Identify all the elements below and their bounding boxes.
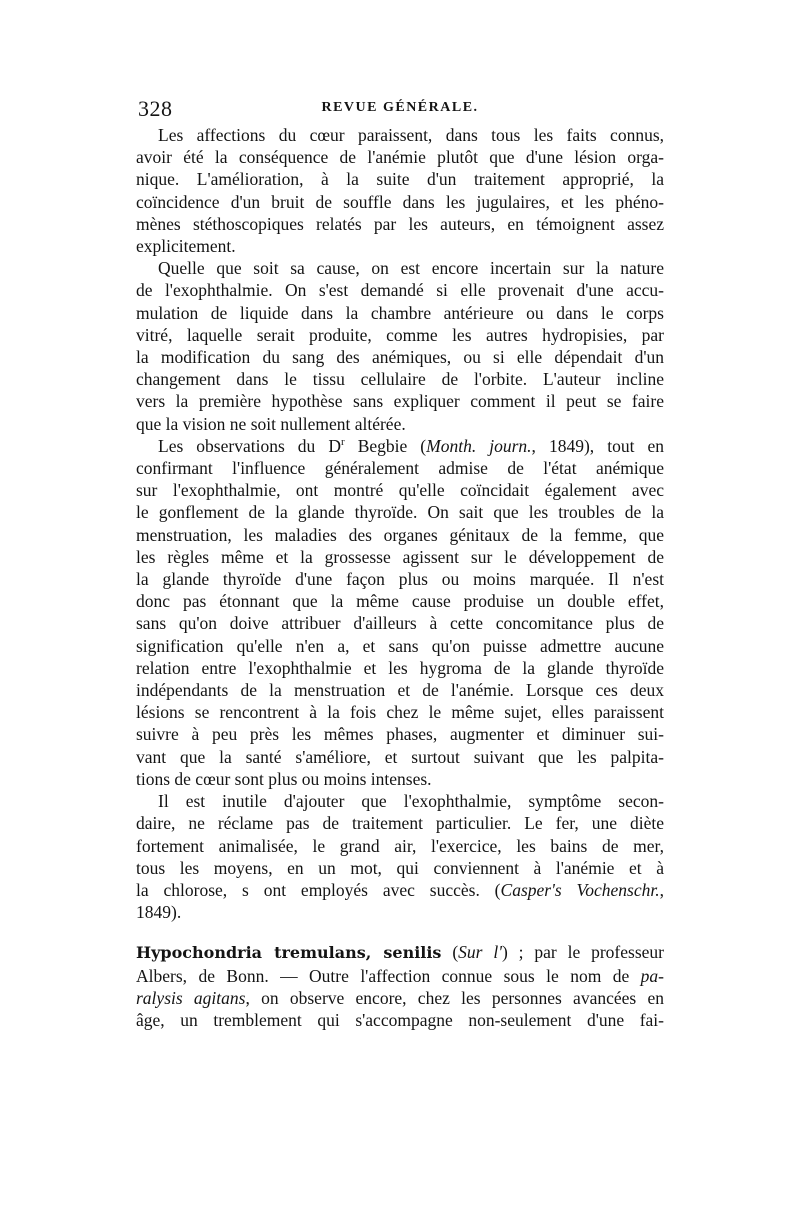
text-line: changement dans le tissu cellulaire de l'orbite. L'auteur incline — [136, 369, 664, 390]
text-line: sans qu'on doive attribuer d'ailleurs à cette concomitance plus de — [136, 613, 664, 634]
paragraph-hypochondria-tremulans — [136, 941, 664, 1031]
text-run: , 1849), tout en — [531, 435, 664, 456]
text-line: la glande thyroïde d'une façon plus ou moins marquée. Il n'est — [136, 569, 664, 590]
text-line: le gonflement de la glande thyroïde. On sait que les troubles de la — [136, 502, 664, 523]
text-line: vitré, laquelle serait produite, comme les autres hydropisies, par — [136, 324, 664, 345]
text-line: signification qu'elle n'en a, et sans qu'on puisse admettre aucune — [136, 635, 664, 656]
text-run: Albers, de Bonn. — Outre l'affection connue sous le nom de — [136, 965, 641, 986]
paragraph-treatment — [136, 790, 664, 923]
text-line: fortement animalisée, le grand air, l'exercice, les bains de mer, — [136, 835, 664, 856]
text-line: coïncidence d'un bruit de souffle dans les jugulaires, et les phéno- — [136, 191, 664, 212]
text-run: la chlorose, s ont employés avec succès. ( — [136, 879, 501, 900]
document-page — [136, 96, 664, 1031]
text-line: tions de cœur sont plus ou moins intenses. — [136, 768, 432, 789]
paragraph-heart-affections — [136, 124, 664, 257]
text-line: menstruation, les maladies des organes génitaux de la femme, que — [136, 524, 664, 545]
text-line: vers la première hypothèse sans expliquer comment il peut se faire — [136, 391, 664, 412]
text-line: suivre à peu près les mêmes phases, augmenter et diminuer sui- — [136, 724, 664, 745]
page-number: 328 — [138, 96, 173, 121]
text-line: daire, ne réclame pas de traitement particulier. Le fer, une diète — [136, 813, 664, 834]
text-run-italic: Sur l' — [458, 942, 502, 963]
journal-title: REVUE GÉNÉRALE. — [321, 100, 479, 115]
text-line: de l'exophthalmie. On s'est demandé si elle provenait d'une accu- — [136, 280, 664, 301]
text-run: Les observations du D — [158, 435, 341, 456]
text-line: lésions se rencontrent à la fois chez le même sujet, elles paraissent — [136, 702, 664, 723]
text-line: Les affections du cœur paraissent, dans tous les faits connus, — [158, 125, 664, 145]
text-run: , on observe encore, chez les personnes avancées en — [245, 987, 664, 1008]
text-line — [136, 879, 664, 901]
text-line: que la vision ne soit nullement altérée. — [136, 413, 406, 434]
superscript: r — [340, 436, 345, 449]
text-line — [136, 941, 664, 964]
text-line: relation entre l'exophthalmie et les hygroma de la glande thyroïde — [136, 657, 664, 678]
text-line: sur l'exophthalmie, ont montré qu'elle coïncidait également avec — [136, 480, 664, 501]
text-line — [136, 987, 664, 1009]
text-run: Begbie ( — [344, 435, 427, 456]
text-line: avoir été la conséquence de l'anémie plutôt que d'une lésion orga- — [136, 147, 664, 168]
text-line: les règles même et la grossesse agissent sur le développement de — [136, 546, 664, 567]
text-line: tous les moyens, en un mot, qui conviennent à l'anémie et à — [136, 857, 664, 878]
running-head — [136, 96, 664, 124]
journal-citation: Month. journ. — [426, 435, 532, 456]
paragraph-begbie-observations — [136, 435, 664, 790]
text-line: âge, un tremblement qui s'accompagne non-seulement d'une fai- — [136, 1009, 664, 1030]
text-line: donc pas étonnant que la même cause produise un double effet, — [136, 591, 664, 612]
text-line: nique. L'amélioration, à la suite d'un traitement approprié, la — [136, 169, 664, 190]
section-title: Hypochondria tremulans, senilis — [136, 943, 442, 963]
text-line: mènes stéthoscopiques relatés par les auteurs, en témoignent assez — [136, 213, 664, 234]
text-line: confirmant l'influence généralement admise de l'état anémique — [136, 458, 664, 479]
text-line: Quelle que soit sa cause, on est encore incertain sur la nature — [158, 258, 664, 279]
text-line: la modification du sang des anémiques, ou si elle dépendait d'un — [136, 347, 664, 368]
text-line: explicitement. — [136, 236, 236, 257]
text-line: Il est inutile d'ajouter que l'exophthalmie, symptôme secon- — [158, 791, 664, 812]
text-run: , — [659, 879, 664, 900]
section-separator — [136, 923, 664, 941]
body-text — [136, 124, 664, 1031]
text-run-italic: pa- — [640, 965, 664, 986]
paragraph-exophthalmia-nature — [136, 257, 664, 435]
text-line: mulation de liquide dans la chambre antérieure ou dans le corps — [136, 302, 664, 323]
text-line: 1849). — [136, 902, 182, 923]
text-line: vant que la santé s'améliore, et surtout suivant que les palpita- — [136, 746, 664, 767]
journal-citation: Casper's Vochenschr. — [500, 879, 660, 900]
text-line: indépendants de la menstruation et de l'anémie. Lorsque ces deux — [136, 680, 664, 701]
text-line — [136, 965, 664, 987]
text-line — [136, 435, 664, 457]
text-run: ( — [441, 942, 459, 963]
text-run-italic: ralysis agitans — [136, 987, 246, 1008]
text-run: ) ; par le professeur — [501, 942, 664, 963]
